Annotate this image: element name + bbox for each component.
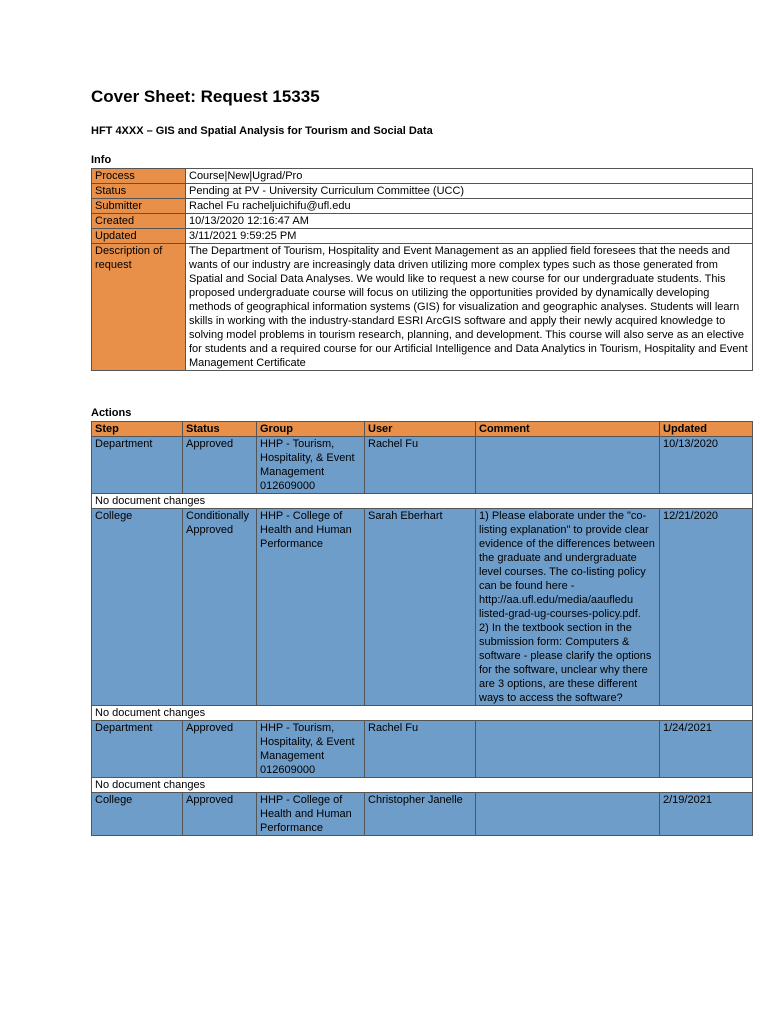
info-row (92, 244, 753, 371)
info-row (92, 199, 753, 214)
column-header: Updated (660, 422, 753, 437)
info-label: Created (92, 214, 186, 229)
action-user: Rachel Fu (365, 721, 476, 778)
action-updated: 10/13/2020 (660, 437, 753, 494)
document-changes-note: No document changes (92, 706, 753, 721)
column-header: Group (257, 422, 365, 437)
info-value: The Department of Tourism, Hospitality and Event Management as an applied field foresees that the needs and wants of our industry are increasingly data driven utilizing more complex types such as those generated from Spatial and Social Data Analyses. We would like to request a new course for our undergraduate students. This proposed undergraduate course will focus on utilizing the opportunities provided by dynamically developing methods of geographical information systems (GIS) for visualization and geographic analyses. Students will learn skills in working with the industry-standard ESRI ArcGIS software and apply their newly acquired knowledge to solving model problems in tourism research, planning, and development. This course will also serve as an elective for students and a required course for our Artificial Intelligence and Data Analytics in Tourism, Hospitality and Event Management Certificate (186, 244, 753, 371)
action-comment (476, 437, 660, 494)
info-row (92, 184, 753, 199)
info-row (92, 214, 753, 229)
column-header: Comment (476, 422, 660, 437)
column-header: Status (183, 422, 257, 437)
info-value: Pending at PV - University Curriculum Committee (UCC) (186, 184, 753, 199)
action-comment: 1) Please elaborate under the "co-listing explanation" to provide clear evidence of the differences between the graduate and undergraduate level courses. The co-listing policy can be found here - http://aa.ufl.edu/media/aaufledu listed-grad-ug-courses-policy.pdf. 2) In the textbook section in the submission form: Computers & software - please clarify the options for the software, unclear why there are 3 options, are these different ways to access the software? (476, 509, 660, 706)
document-changes-note: No document changes (92, 778, 753, 793)
action-status: Approved (183, 721, 257, 778)
document-changes-row (92, 706, 753, 721)
action-updated: 2/19/2021 (660, 793, 753, 836)
info-label: Status (92, 184, 186, 199)
action-user: Sarah Eberhart (365, 509, 476, 706)
action-group: HHP - College of Health and Human Performance (257, 509, 365, 706)
info-label: Description of request (92, 244, 186, 371)
action-row (92, 437, 753, 494)
action-updated: 1/24/2021 (660, 721, 753, 778)
info-row (92, 169, 753, 184)
action-updated: 12/21/2020 (660, 509, 753, 706)
info-value: 3/11/2021 9:59:25 PM (186, 229, 753, 244)
column-header: User (365, 422, 476, 437)
document-changes-row (92, 494, 753, 509)
info-heading: Info (91, 154, 112, 166)
action-user: Rachel Fu (365, 437, 476, 494)
action-status: Conditionally Approved (183, 509, 257, 706)
action-group: HHP - College of Health and Human Performance (257, 793, 365, 836)
page-title: Cover Sheet: Request 15335 (91, 87, 320, 106)
info-value: Rachel Fu racheljuichifu@ufl.edu (186, 199, 753, 214)
course-title: HFT 4XXX – GIS and Spatial Analysis for Tourism and Social Data (91, 125, 433, 137)
action-row (92, 509, 753, 706)
column-header: Step (92, 422, 183, 437)
action-row (92, 721, 753, 778)
info-value: Course|New|Ugrad/Pro (186, 169, 753, 184)
action-comment (476, 721, 660, 778)
actions-heading: Actions (91, 407, 132, 419)
actions-table (91, 421, 753, 836)
info-label: Updated (92, 229, 186, 244)
action-step: Department (92, 721, 183, 778)
info-label: Submitter (92, 199, 186, 214)
action-user: Christopher Janelle (365, 793, 476, 836)
document-changes-row (92, 778, 753, 793)
action-group: HHP - Tourism, Hospitality, & Event Management 012609000 (257, 721, 365, 778)
action-group: HHP - Tourism, Hospitality, & Event Management 012609000 (257, 437, 365, 494)
action-comment (476, 793, 660, 836)
info-table (91, 168, 753, 371)
action-step: College (92, 509, 183, 706)
action-status: Approved (183, 437, 257, 494)
document-changes-note: No document changes (92, 494, 753, 509)
action-status: Approved (183, 793, 257, 836)
info-row (92, 229, 753, 244)
action-row (92, 793, 753, 836)
info-label: Process (92, 169, 186, 184)
action-step: Department (92, 437, 183, 494)
action-step: College (92, 793, 183, 836)
info-value: 10/13/2020 12:16:47 AM (186, 214, 753, 229)
